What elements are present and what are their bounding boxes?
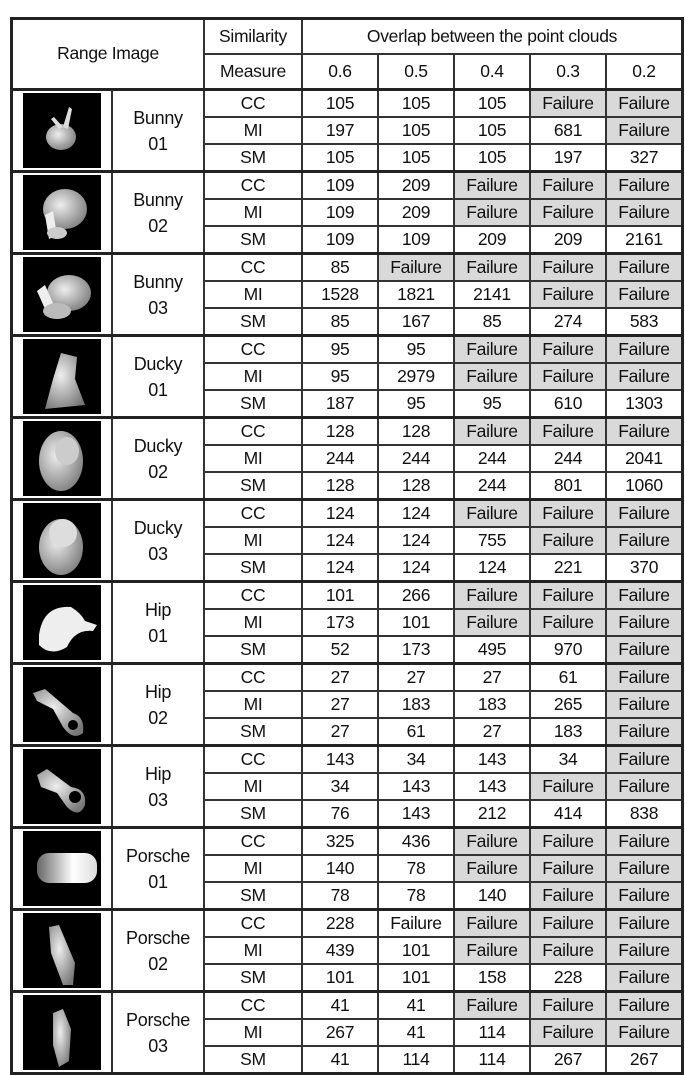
value-cell: 101 — [302, 582, 378, 610]
value-cell: 143 — [454, 746, 530, 774]
failure-cell: Failure — [530, 500, 606, 528]
overlap-4: 0.2 — [606, 54, 683, 90]
value-cell: 114 — [454, 1019, 530, 1046]
failure-cell: Failure — [606, 636, 683, 664]
value-cell: 101 — [302, 964, 378, 992]
failure-cell: Failure — [454, 418, 530, 446]
value-cell: 439 — [302, 937, 378, 964]
failure-cell: Failure — [606, 254, 683, 282]
value-cell: 274 — [530, 308, 606, 336]
failure-cell: Failure — [606, 691, 683, 718]
value-cell: 267 — [302, 1019, 378, 1046]
value-cell: 167 — [378, 308, 454, 336]
similarity-measure: MI — [204, 773, 302, 800]
value-cell: 105 — [454, 144, 530, 172]
failure-cell: Failure — [454, 582, 530, 610]
value-cell: 1060 — [606, 472, 683, 500]
failure-cell: Failure — [454, 992, 530, 1020]
failure-cell: Failure — [454, 363, 530, 390]
value-cell: 27 — [302, 664, 378, 692]
value-cell: 228 — [302, 910, 378, 938]
value-cell: 34 — [530, 746, 606, 774]
similarity-measure: SM — [204, 308, 302, 336]
similarity-measure: CC — [204, 254, 302, 282]
range-image-thumbnail — [12, 746, 113, 828]
object-name-line2: 03 — [148, 789, 168, 810]
failure-cell: Failure — [606, 828, 683, 856]
header-row-1 — [12, 19, 683, 55]
range-image-ducky2 — [23, 421, 101, 496]
value-cell: 105 — [378, 90, 454, 118]
range-image-hip2 — [23, 667, 101, 742]
failure-cell: Failure — [454, 172, 530, 200]
similarity-measure: CC — [204, 582, 302, 610]
value-cell: 414 — [530, 800, 606, 828]
value-cell: 183 — [378, 691, 454, 718]
value-cell: 41 — [302, 1046, 378, 1074]
similarity-header-line1: Similarity — [204, 19, 302, 55]
value-cell: 267 — [606, 1046, 683, 1074]
object-name — [112, 254, 204, 336]
value-cell: 212 — [454, 800, 530, 828]
value-cell: 78 — [378, 882, 454, 910]
value-cell: 114 — [378, 1046, 454, 1074]
similarity-measure: CC — [204, 664, 302, 692]
similarity-measure: CC — [204, 992, 302, 1020]
value-cell: 128 — [302, 418, 378, 446]
failure-cell: Failure — [606, 746, 683, 774]
value-cell: 128 — [378, 472, 454, 500]
range-image-thumbnail — [12, 90, 113, 172]
value-cell: 27 — [302, 718, 378, 746]
range-image-header: Range Image — [12, 19, 205, 90]
value-cell: 124 — [302, 527, 378, 554]
similarity-measure: SM — [204, 882, 302, 910]
value-cell: 266 — [378, 582, 454, 610]
value-cell: 95 — [378, 390, 454, 418]
value-cell: 1528 — [302, 281, 378, 308]
failure-cell: Failure — [530, 882, 606, 910]
similarity-header-line2: Measure — [204, 54, 302, 90]
range-image-porsche2 — [23, 913, 101, 988]
range-image-thumbnail — [12, 500, 113, 582]
similarity-measure: SM — [204, 718, 302, 746]
failure-cell: Failure — [530, 1019, 606, 1046]
value-cell: 124 — [302, 500, 378, 528]
object-name-line1: Hip — [144, 681, 172, 702]
value-cell: 197 — [530, 144, 606, 172]
value-cell: 143 — [378, 773, 454, 800]
value-cell: 61 — [378, 718, 454, 746]
value-cell: 34 — [378, 746, 454, 774]
value-cell: 41 — [378, 1019, 454, 1046]
value-cell: 755 — [454, 527, 530, 554]
object-name — [112, 828, 204, 910]
failure-cell: Failure — [606, 964, 683, 992]
value-cell: 1821 — [378, 281, 454, 308]
object-name-line2: 02 — [148, 461, 168, 482]
range-image-thumbnail — [12, 582, 113, 664]
failure-cell: Failure — [454, 828, 530, 856]
failure-cell: Failure — [606, 937, 683, 964]
object-name-line1: Porsche — [126, 845, 190, 866]
value-cell: 27 — [454, 718, 530, 746]
value-cell: 228 — [530, 964, 606, 992]
value-cell: 95 — [378, 336, 454, 364]
object-name — [112, 172, 204, 254]
range-image-thumbnail — [12, 172, 113, 254]
object-name-line2: 03 — [148, 543, 168, 564]
failure-cell: Failure — [606, 281, 683, 308]
overlap-2: 0.4 — [454, 54, 530, 90]
value-cell: 2979 — [378, 363, 454, 390]
value-cell: 140 — [302, 855, 378, 882]
object-name — [112, 90, 204, 172]
range-image-thumbnail — [12, 664, 113, 746]
object-name-line1: Bunny — [133, 107, 183, 128]
object-name-line2: 01 — [148, 871, 168, 892]
value-cell: 610 — [530, 390, 606, 418]
value-cell: 76 — [302, 800, 378, 828]
results-table — [10, 17, 684, 1075]
value-cell: 105 — [378, 117, 454, 144]
value-cell: 143 — [378, 800, 454, 828]
value-cell: 85 — [302, 254, 378, 282]
value-cell: 41 — [378, 992, 454, 1020]
value-cell: 209 — [378, 172, 454, 200]
similarity-measure: CC — [204, 172, 302, 200]
value-cell: 124 — [302, 554, 378, 582]
value-cell: 105 — [378, 144, 454, 172]
value-cell: 85 — [302, 308, 378, 336]
similarity-measure: CC — [204, 418, 302, 446]
value-cell: 61 — [530, 664, 606, 692]
value-cell: 2141 — [454, 281, 530, 308]
failure-cell: Failure — [606, 199, 683, 226]
value-cell: 41 — [302, 992, 378, 1020]
failure-cell: Failure — [530, 527, 606, 554]
value-cell: 187 — [302, 390, 378, 418]
value-cell: 173 — [378, 636, 454, 664]
failure-cell: Failure — [530, 172, 606, 200]
object-name — [112, 664, 204, 746]
value-cell: 124 — [454, 554, 530, 582]
value-cell: 325 — [302, 828, 378, 856]
failure-cell: Failure — [530, 418, 606, 446]
value-cell: 128 — [302, 472, 378, 500]
table-row — [12, 664, 683, 692]
similarity-measure: CC — [204, 500, 302, 528]
value-cell: 27 — [302, 691, 378, 718]
similarity-measure: SM — [204, 554, 302, 582]
similarity-measure: MI — [204, 117, 302, 144]
object-name-line2: 03 — [148, 297, 168, 318]
failure-cell: Failure — [606, 882, 683, 910]
failure-cell: Failure — [606, 527, 683, 554]
value-cell: 109 — [302, 226, 378, 254]
object-name — [112, 910, 204, 992]
object-name-line2: 01 — [148, 379, 168, 400]
value-cell: 265 — [530, 691, 606, 718]
failure-cell: Failure — [454, 500, 530, 528]
range-image-bunny3 — [23, 257, 101, 332]
value-cell: 183 — [530, 718, 606, 746]
similarity-measure: MI — [204, 445, 302, 472]
failure-cell: Failure — [378, 254, 454, 282]
similarity-measure: SM — [204, 472, 302, 500]
failure-cell: Failure — [530, 855, 606, 882]
range-image-thumbnail — [12, 418, 113, 500]
failure-cell: Failure — [454, 937, 530, 964]
object-name-line2: 03 — [148, 1035, 168, 1056]
value-cell: 52 — [302, 636, 378, 664]
failure-cell: Failure — [606, 664, 683, 692]
table-row — [12, 500, 683, 528]
value-cell: 143 — [302, 746, 378, 774]
table-row — [12, 90, 683, 118]
failure-cell: Failure — [378, 910, 454, 938]
range-image-bunny2 — [23, 175, 101, 250]
failure-cell: Failure — [606, 172, 683, 200]
table-row — [12, 910, 683, 938]
failure-cell: Failure — [454, 910, 530, 938]
similarity-measure: SM — [204, 636, 302, 664]
object-name-line1: Ducky — [133, 517, 183, 538]
value-cell: 970 — [530, 636, 606, 664]
value-cell: 327 — [606, 144, 683, 172]
failure-cell: Failure — [454, 254, 530, 282]
value-cell: 124 — [378, 527, 454, 554]
similarity-measure: MI — [204, 281, 302, 308]
object-name — [112, 500, 204, 582]
value-cell: 101 — [378, 964, 454, 992]
similarity-measure: MI — [204, 855, 302, 882]
similarity-measure: SM — [204, 144, 302, 172]
object-name-line2: 02 — [148, 215, 168, 236]
value-cell: 209 — [530, 226, 606, 254]
table-row — [12, 336, 683, 364]
similarity-measure: CC — [204, 336, 302, 364]
range-image-thumbnail — [12, 828, 113, 910]
value-cell: 1303 — [606, 390, 683, 418]
range-image-hip3 — [23, 749, 101, 824]
failure-cell: Failure — [530, 773, 606, 800]
failure-cell: Failure — [606, 117, 683, 144]
value-cell: 101 — [378, 937, 454, 964]
failure-cell: Failure — [606, 1019, 683, 1046]
object-name-line1: Porsche — [126, 1009, 190, 1030]
failure-cell: Failure — [454, 199, 530, 226]
similarity-measure: CC — [204, 910, 302, 938]
value-cell: 114 — [454, 1046, 530, 1074]
failure-cell: Failure — [454, 855, 530, 882]
value-cell: 95 — [454, 390, 530, 418]
object-name-line1: Bunny — [133, 189, 183, 210]
similarity-measure: SM — [204, 1046, 302, 1074]
table-row — [12, 992, 683, 1020]
failure-cell: Failure — [606, 773, 683, 800]
range-image-ducky1 — [23, 339, 101, 414]
failure-cell: Failure — [530, 609, 606, 636]
range-image-ducky3 — [23, 503, 101, 578]
failure-cell: Failure — [606, 363, 683, 390]
value-cell: 183 — [454, 691, 530, 718]
object-name-line1: Porsche — [126, 927, 190, 948]
range-image-thumbnail — [12, 254, 113, 336]
failure-cell: Failure — [530, 199, 606, 226]
similarity-measure: MI — [204, 527, 302, 554]
similarity-measure: MI — [204, 609, 302, 636]
failure-cell: Failure — [606, 582, 683, 610]
value-cell: 801 — [530, 472, 606, 500]
value-cell: 495 — [454, 636, 530, 664]
table-row — [12, 418, 683, 446]
value-cell: 436 — [378, 828, 454, 856]
failure-cell: Failure — [454, 336, 530, 364]
object-name-line2: 01 — [148, 625, 168, 646]
failure-cell: Failure — [606, 609, 683, 636]
table-row — [12, 254, 683, 282]
value-cell: 34 — [302, 773, 378, 800]
value-cell: 128 — [378, 418, 454, 446]
value-cell: 140 — [454, 882, 530, 910]
failure-cell: Failure — [530, 828, 606, 856]
value-cell: 105 — [302, 90, 378, 118]
value-cell: 838 — [606, 800, 683, 828]
value-cell: 27 — [454, 664, 530, 692]
value-cell: 209 — [378, 199, 454, 226]
value-cell: 244 — [454, 472, 530, 500]
value-cell: 267 — [530, 1046, 606, 1074]
similarity-measure: MI — [204, 691, 302, 718]
value-cell: 124 — [378, 554, 454, 582]
value-cell: 2161 — [606, 226, 683, 254]
similarity-measure: MI — [204, 937, 302, 964]
value-cell: 109 — [302, 199, 378, 226]
value-cell: 244 — [378, 445, 454, 472]
value-cell: 244 — [454, 445, 530, 472]
object-name — [112, 336, 204, 418]
value-cell: 85 — [454, 308, 530, 336]
failure-cell: Failure — [606, 90, 683, 118]
failure-cell: Failure — [606, 718, 683, 746]
failure-cell: Failure — [530, 992, 606, 1020]
object-name-line1: Hip — [144, 599, 172, 620]
value-cell: 78 — [378, 855, 454, 882]
failure-cell: Failure — [530, 582, 606, 610]
failure-cell: Failure — [530, 910, 606, 938]
failure-cell: Failure — [530, 254, 606, 282]
failure-cell: Failure — [606, 336, 683, 364]
object-name-line1: Ducky — [133, 353, 183, 374]
failure-cell: Failure — [606, 418, 683, 446]
similarity-measure: SM — [204, 964, 302, 992]
object-name — [112, 582, 204, 664]
failure-cell: Failure — [606, 500, 683, 528]
range-image-thumbnail — [12, 992, 113, 1074]
value-cell: 105 — [302, 144, 378, 172]
table-row — [12, 172, 683, 200]
similarity-measure: SM — [204, 800, 302, 828]
overlap-header: Overlap between the point clouds — [302, 19, 683, 55]
range-image-hip1 — [23, 585, 101, 660]
table-row — [12, 746, 683, 774]
overlap-1: 0.5 — [378, 54, 454, 90]
value-cell: 197 — [302, 117, 378, 144]
value-cell: 370 — [606, 554, 683, 582]
table-row — [12, 582, 683, 610]
similarity-measure: SM — [204, 390, 302, 418]
object-name-line2: 02 — [148, 953, 168, 974]
value-cell: 681 — [530, 117, 606, 144]
object-name — [112, 746, 204, 828]
object-name-line1: Ducky — [133, 435, 183, 456]
object-name-line2: 01 — [148, 133, 168, 154]
value-cell: 105 — [454, 90, 530, 118]
similarity-measure: MI — [204, 1019, 302, 1046]
value-cell: 244 — [530, 445, 606, 472]
failure-cell: Failure — [530, 281, 606, 308]
object-name — [112, 418, 204, 500]
similarity-measure: MI — [204, 199, 302, 226]
value-cell: 209 — [454, 226, 530, 254]
similarity-measure: SM — [204, 226, 302, 254]
object-name-line2: 02 — [148, 707, 168, 728]
object-name-line1: Bunny — [133, 271, 183, 292]
similarity-measure: CC — [204, 828, 302, 856]
value-cell: 95 — [302, 363, 378, 390]
value-cell: 78 — [302, 882, 378, 910]
overlap-0: 0.6 — [302, 54, 378, 90]
similarity-measure: CC — [204, 90, 302, 118]
range-image-porsche3 — [23, 995, 101, 1070]
object-name-line1: Hip — [144, 763, 172, 784]
failure-cell: Failure — [606, 855, 683, 882]
object-name — [112, 992, 204, 1074]
failure-cell: Failure — [606, 910, 683, 938]
value-cell: 158 — [454, 964, 530, 992]
value-cell: 124 — [378, 500, 454, 528]
failure-cell: Failure — [530, 937, 606, 964]
failure-cell: Failure — [530, 90, 606, 118]
value-cell: 109 — [302, 172, 378, 200]
range-image-bunny1 — [23, 93, 101, 168]
value-cell: 109 — [378, 226, 454, 254]
value-cell: 143 — [454, 773, 530, 800]
similarity-measure: CC — [204, 746, 302, 774]
range-image-porsche1 — [23, 831, 101, 906]
value-cell: 244 — [302, 445, 378, 472]
value-cell: 173 — [302, 609, 378, 636]
value-cell: 2041 — [606, 445, 683, 472]
table-row — [12, 828, 683, 856]
failure-cell: Failure — [454, 609, 530, 636]
value-cell: 221 — [530, 554, 606, 582]
value-cell: 95 — [302, 336, 378, 364]
value-cell: 105 — [454, 117, 530, 144]
overlap-3: 0.3 — [530, 54, 606, 90]
value-cell: 583 — [606, 308, 683, 336]
failure-cell: Failure — [530, 336, 606, 364]
value-cell: 27 — [378, 664, 454, 692]
range-image-thumbnail — [12, 910, 113, 992]
failure-cell: Failure — [530, 363, 606, 390]
similarity-measure: MI — [204, 363, 302, 390]
range-image-thumbnail — [12, 336, 113, 418]
value-cell: 101 — [378, 609, 454, 636]
failure-cell: Failure — [606, 992, 683, 1020]
